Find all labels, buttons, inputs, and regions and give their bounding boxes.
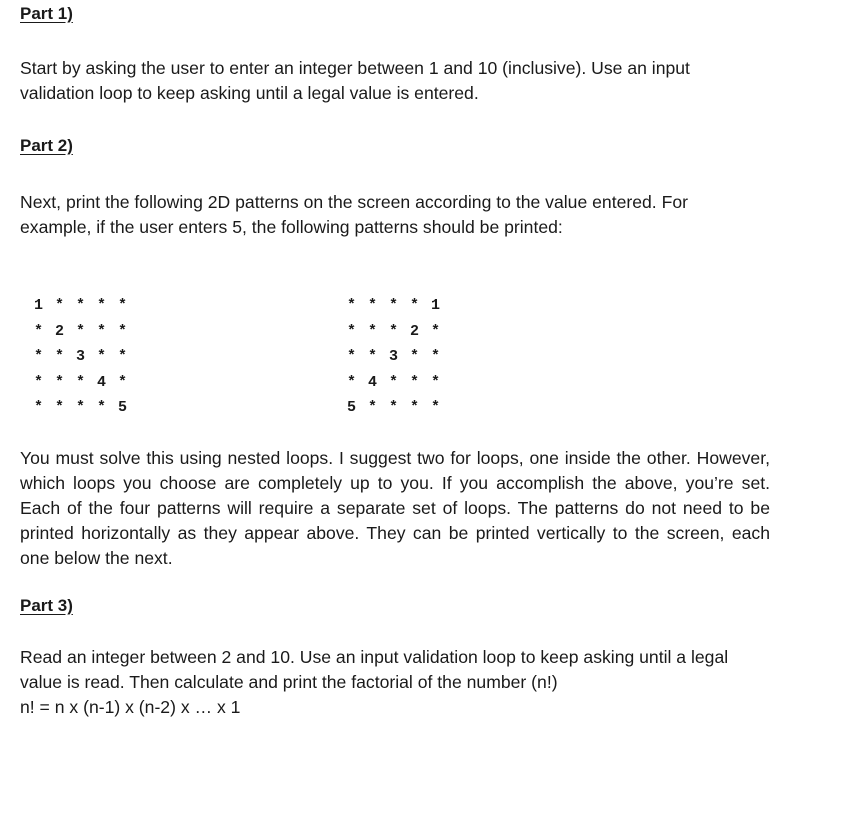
part2-intro-paragraph (20, 190, 810, 240)
pattern-right-row: * * * * 1 (347, 297, 442, 314)
part1-line: validation loop to keep asking until a legal value is entered. (20, 83, 479, 103)
part3-formula: n! = n x (n-1) x (n-2) x … x 1 (20, 697, 241, 717)
part2-body-line: printed horizontally as they appear above. They can be printed vertically to the screen, each (20, 523, 770, 543)
part1-paragraph (20, 56, 810, 106)
part2-body-line: You must solve this using nested loops. I suggest two for loops, one inside the other. However, (20, 448, 770, 468)
part2-heading: Part 2) (20, 136, 73, 155)
part2-intro-line: example, if the user enters 5, the following patterns should be printed: (20, 217, 563, 237)
part2-body-line: Each of the four patterns will require a separate set of loops. The patterns do not need to be (20, 498, 770, 518)
part2-body-line: which loops you choose are completely up to you. If you accomplish the above, you’re set. (20, 473, 770, 493)
pattern-right-row: * * * 2 * (347, 322, 442, 340)
pattern-left (34, 293, 129, 421)
part3-line: Read an integer between 2 and 10. Use an input validation loop to keep asking until a legal (20, 647, 729, 667)
part3-line: value is read. Then calculate and print the factorial of the number (n!) (20, 672, 558, 692)
part3-paragraph (20, 645, 810, 720)
pattern-left-row: * * 3 * * (34, 348, 129, 365)
pattern-left-row: 1 * * * * (34, 297, 129, 314)
part2-intro-line: Next, print the following 2D patterns on the screen according to the value entered. For (20, 192, 688, 212)
part1-line: Start by asking the user to enter an integer between 1 and 10 (inclusive). Use an input (20, 58, 690, 78)
part2-body-paragraph (20, 446, 770, 571)
pattern-left-row: * * * * 5 (34, 399, 129, 416)
pattern-right (347, 293, 442, 421)
part2-body-line: one below the next. (20, 548, 173, 568)
part1-heading: Part 1) (20, 4, 73, 23)
pattern-left-row: * 2 * * * (34, 322, 129, 340)
pattern-left-row: * * * 4 * (34, 373, 129, 391)
part3-heading: Part 3) (20, 596, 73, 615)
pattern-right-row: * * 3 * * (347, 348, 442, 365)
pattern-right-row: 5 * * * * (347, 399, 442, 416)
pattern-right-row: * 4 * * * (347, 373, 442, 391)
